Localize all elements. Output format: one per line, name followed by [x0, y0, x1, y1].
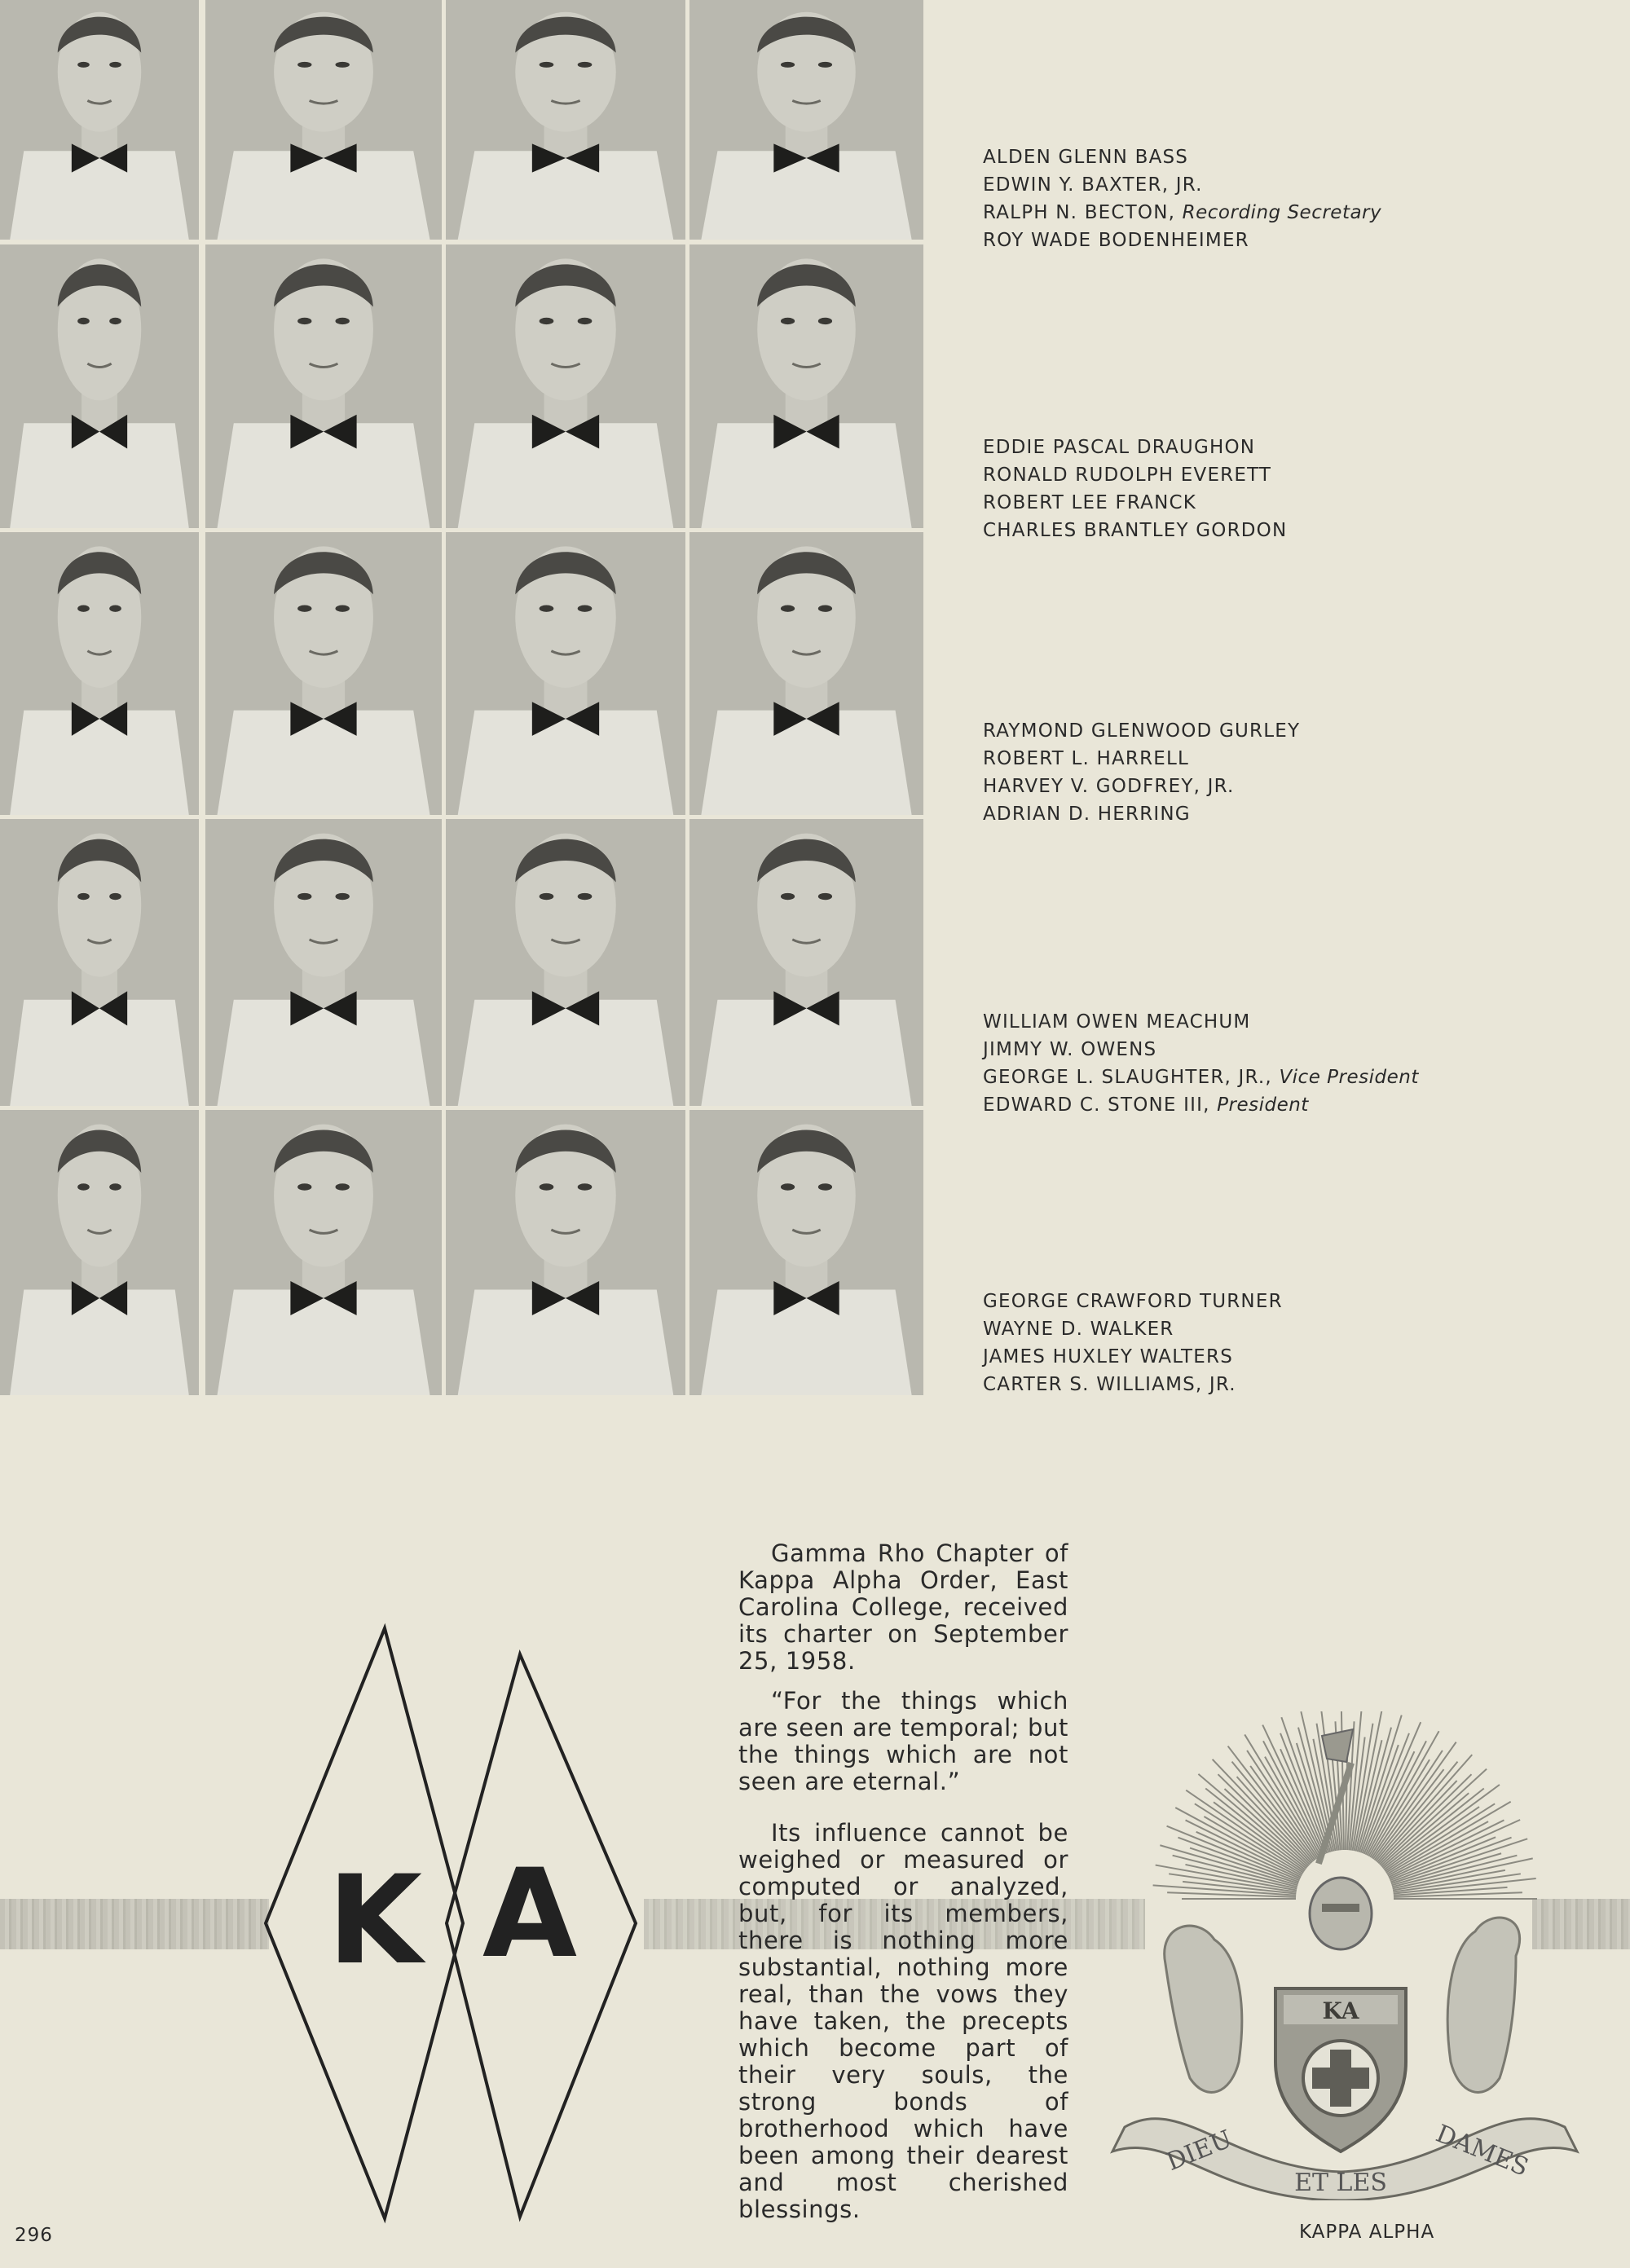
roster-line [983, 773, 1300, 800]
member-name: ROBERT LEE FRANCK [983, 492, 1197, 513]
portrait-eye-left [540, 1183, 554, 1190]
crest-helmet-visor [1322, 1904, 1359, 1912]
member-portrait [0, 819, 199, 1106]
portrait-jacket [218, 423, 430, 528]
portrait-eye-left [540, 62, 554, 68]
portrait-eye-right [109, 893, 121, 900]
portrait-eye-left [540, 606, 554, 612]
portrait-eye-right [818, 318, 832, 324]
portrait-jacket [10, 423, 189, 528]
member-portrait [689, 532, 923, 815]
roster-line [983, 1064, 1419, 1091]
crest-motto-word-1: DIEU [1162, 2125, 1236, 2177]
member-name: JAMES HUXLEY WALTERS [983, 1346, 1234, 1367]
crest-lion-left [1165, 1926, 1242, 2092]
portrait-eye-left [77, 893, 90, 900]
portrait-eye-left [540, 893, 554, 900]
member-name: CARTER S. WILLIAMS, JR. [983, 1374, 1236, 1395]
roster-line [983, 1371, 1283, 1398]
portrait-eye-right [109, 62, 121, 68]
portrait-jacket [701, 711, 911, 815]
member-name: JIMMY W. OWENS [983, 1039, 1157, 1060]
portrait-eye-left [781, 893, 795, 900]
roster-line [983, 717, 1300, 745]
portrait-eye-left [540, 318, 554, 324]
member-name: ROY WADE BODENHEIMER [983, 230, 1249, 251]
portrait-jacket [701, 151, 911, 240]
member-portrait [689, 244, 923, 528]
portrait-jacket [458, 711, 674, 815]
portrait-grid [0, 0, 923, 1395]
member-name: ADRIAN D. HERRING [983, 804, 1191, 825]
portrait-jacket [701, 1000, 911, 1106]
portrait-eye-right [818, 606, 832, 612]
portrait-eye-right [578, 318, 593, 324]
portrait-jacket [701, 1290, 911, 1396]
member-name: HARVEY V. GODFREY, JR. [983, 776, 1235, 797]
crest-shield-letters: KA [1322, 1997, 1359, 2024]
roster-block-2 [983, 434, 1287, 544]
crest-motto-word-3: DAMES [1431, 2119, 1533, 2182]
roster-line [983, 434, 1287, 461]
portrait-eye-left [77, 62, 90, 68]
roster-line [983, 1343, 1283, 1371]
portrait-jacket [701, 423, 911, 528]
portrait-eye-right [578, 1183, 593, 1190]
portrait-jacket [218, 1000, 430, 1106]
paragraph-influence: Its influence cannot be weighed or measured or computed or analyzed, but, for its members, there is nothing more substantial, nothing more real, than the vows they have taken, the precepts which become part of their very souls, the strong bonds of brotherhood which have been among their dearest and most cherished blessings. [738, 1819, 1068, 2223]
portrait-jacket [10, 1290, 189, 1396]
member-portrait [205, 1110, 442, 1395]
portrait-eye-left [297, 1183, 311, 1190]
portrait-eye-right [336, 318, 350, 324]
portrait-eye-left [781, 1183, 795, 1190]
roster-line [983, 489, 1287, 517]
member-name: WAYNE D. WALKER [983, 1319, 1174, 1340]
portrait-eye-right [336, 62, 350, 68]
member-portrait [446, 0, 685, 240]
roster-line [983, 1036, 1419, 1064]
crest-helmet [1310, 1878, 1372, 1949]
member-name: RONALD RUDOLPH EVERETT [983, 465, 1272, 486]
portrait-eye-right [578, 62, 593, 68]
page-number: 296 [15, 2225, 53, 2246]
portrait-eye-right [336, 893, 350, 900]
member-name: EDWIN Y. BAXTER, JR. [983, 174, 1203, 196]
portrait-jacket [10, 151, 189, 240]
portrait-eye-left [77, 606, 90, 612]
roster-block-5 [983, 1288, 1283, 1398]
member-portrait [0, 0, 199, 240]
roster-line [983, 1091, 1419, 1119]
member-portrait [0, 532, 199, 815]
portrait-jacket [10, 1000, 189, 1106]
portrait-jacket [218, 1290, 430, 1396]
portrait-jacket [218, 151, 430, 240]
member-portrait [689, 1110, 923, 1395]
member-portrait [0, 244, 199, 528]
portrait-eye-left [297, 606, 311, 612]
portrait-eye-right [336, 606, 350, 612]
portrait-eye-right [578, 606, 593, 612]
member-name: ALDEN GLENN BASS [983, 147, 1189, 168]
roster-block-1 [983, 143, 1381, 254]
member-portrait [205, 532, 442, 815]
portrait-jacket [458, 1000, 674, 1106]
ka-diamond-logo [261, 1622, 644, 2225]
member-portrait [205, 0, 442, 240]
brush-stroke-left [0, 1899, 269, 1949]
member-portrait [446, 819, 685, 1106]
portrait-eye-left [297, 318, 311, 324]
member-name: GEORGE L. SLAUGHTER, JR., [983, 1067, 1280, 1088]
fraternity-crest [1108, 1711, 1581, 2200]
member-portrait [446, 244, 685, 528]
portrait-eye-left [77, 318, 90, 324]
portrait-eye-left [297, 62, 311, 68]
portrait-eye-right [109, 318, 121, 324]
roster-line [983, 1288, 1283, 1315]
member-name: EDWARD C. STONE III, [983, 1094, 1218, 1116]
member-portrait [0, 1110, 199, 1395]
paragraph-charter: Gamma Rho Chapter of Kappa Alpha Order, East Carolina College, received its charter on September 25, 1958. [738, 1539, 1068, 1675]
portrait-jacket [458, 151, 674, 240]
roster-line [983, 517, 1287, 544]
portrait-eye-left [781, 62, 795, 68]
member-portrait [205, 819, 442, 1106]
roster-line [983, 227, 1381, 254]
member-name: WILLIAM OWEN MEACHUM [983, 1011, 1251, 1033]
portrait-eye-left [781, 606, 795, 612]
member-name: ROBERT L. HARRELL [983, 748, 1190, 769]
crest-lion-right [1447, 1918, 1519, 2092]
member-name: GEORGE CRAWFORD TURNER [983, 1291, 1283, 1312]
portrait-eye-right [818, 1183, 832, 1190]
roster-line [983, 745, 1300, 773]
member-title: Vice President [1279, 1067, 1419, 1088]
member-portrait [689, 0, 923, 240]
member-portrait [446, 532, 685, 815]
portrait-jacket [10, 711, 189, 815]
portrait-eye-left [297, 893, 311, 900]
portrait-eye-right [109, 1183, 121, 1190]
roster-block-4 [983, 1008, 1419, 1119]
roster-block-3 [983, 717, 1300, 828]
member-name: CHARLES BRANTLEY GORDON [983, 520, 1288, 541]
portrait-jacket [458, 423, 674, 528]
roster-line [983, 171, 1381, 199]
member-portrait [446, 1110, 685, 1395]
member-name: RALPH N. BECTON, [983, 202, 1183, 223]
portrait-eye-right [818, 62, 832, 68]
section-title: KAPPA ALPHA [1299, 2222, 1435, 2243]
chapter-description [738, 1540, 1068, 2236]
portrait-eye-right [578, 893, 593, 900]
member-portrait [205, 244, 442, 528]
roster-line [983, 1315, 1283, 1343]
roster-line [983, 143, 1381, 171]
portrait-jacket [218, 711, 430, 815]
crest-axe-head [1322, 1729, 1353, 1762]
portrait-eye-right [109, 606, 121, 612]
logo-letter-k: K [327, 1850, 423, 1992]
member-name: RAYMOND GLENWOOD GURLEY [983, 720, 1301, 742]
portrait-eye-left [77, 1183, 90, 1190]
paragraph-quote: “For the things which are seen are temporal; but the things which are not seen are eternal.” [738, 1687, 1068, 1795]
member-title: President [1217, 1094, 1309, 1116]
roster-line [983, 1008, 1419, 1036]
roster-line [983, 800, 1300, 828]
roster-line [983, 461, 1287, 489]
roster-line [983, 199, 1381, 227]
portrait-jacket [458, 1290, 674, 1396]
logo-letter-a: A [482, 1843, 578, 1985]
member-portrait [689, 819, 923, 1106]
member-name: EDDIE PASCAL DRAUGHON [983, 437, 1256, 458]
crest-motto-word-2: ET LES [1294, 2169, 1387, 2197]
member-title: Recording Secretary [1182, 202, 1382, 223]
portrait-eye-right [336, 1183, 350, 1190]
portrait-eye-left [781, 318, 795, 324]
portrait-eye-right [818, 893, 832, 900]
